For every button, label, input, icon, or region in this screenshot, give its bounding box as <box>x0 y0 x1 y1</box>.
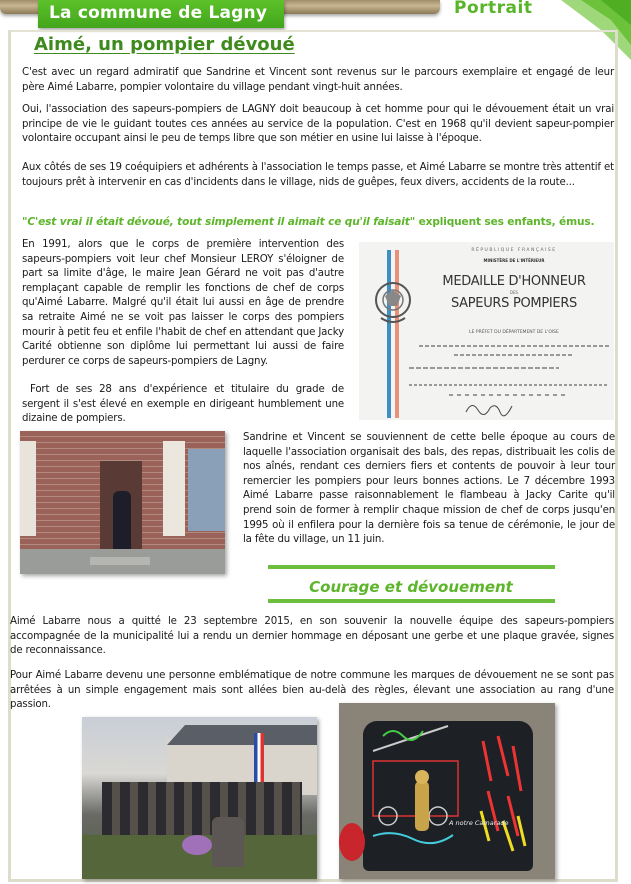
quote-suffix: expliquent ses enfants, émus. <box>415 216 595 228</box>
flowers <box>182 835 212 855</box>
subtitle-rule-bottom <box>268 599 555 603</box>
diploma-text-line <box>454 354 574 356</box>
section-subtitle: Courage et dévouement <box>309 578 513 596</box>
diploma-signature-icon <box>464 398 514 418</box>
ceremony-photo <box>82 717 317 879</box>
section-label: Portrait <box>454 0 533 18</box>
right-shutter <box>163 441 185 536</box>
header-tab <box>38 0 284 28</box>
diploma-text-line <box>419 345 609 347</box>
header-tab-label: La commune de Lagny <box>49 3 268 23</box>
diploma-blue-stripe <box>387 250 391 418</box>
article-title: Aimé, un pompier dévoué <box>34 34 295 55</box>
fire-truck-engraving-icon <box>363 721 533 871</box>
diploma-line2: DES <box>509 290 519 295</box>
left-shutter <box>20 441 36 536</box>
paragraph-7: Pour Aimé Labarre devenu une personne emblématique de notre commune les marques de dévouement ne se sont pas arrêtées à un simple engagement mais sont allées bien au-delà des règles, élevant une association au rang d'une passion. <box>10 670 614 711</box>
house-portrait-photo <box>20 431 225 574</box>
diploma-republic: RÉPUBLIQUE FRANÇAISE <box>471 248 557 253</box>
firefighter-emblem-icon <box>371 278 415 326</box>
crowd <box>102 782 302 837</box>
paragraph-3: En 1991, alors que le corps de première intervention des sapeurs-pompiers voit leur chef Monsieur LEROY s'éloigner de part sa limite d'âge, le maire Jean Gérard ne voit pas d'autre remplaçant capable de remplir les fonctions de chef de corps qu'Aimé Labarre. Malgré qu'il était lui aussi en âge de prendre sa retraite Aimé ne se voit pas laisser le corps des pompiers mourir à petit feu et enfile l'habit de chef en attendant que Jacky Carité obtienne son diplôme lui permettant lui aussi de faire perdurer ce corps de sapeurs-pompiers de Lagny. <box>22 239 344 367</box>
diploma-ministry: MINISTÈRE DE L'INTÉRIEUR <box>483 258 545 263</box>
roof <box>167 725 317 745</box>
front-step <box>90 557 150 565</box>
paragraph-1: Oui, l'association des sapeurs-pompiers de LAGNY doit beaucoup à cet homme pour qui le dévouement était un vrai principe de vie le guidant toutes ces années au service de la population. C'est en 1968 qu'il devient sapeur-pompier volontaire occupant ainsi le peu de temps libre que son métier en usine lui laisse à l'époque. <box>22 104 614 145</box>
window <box>188 449 225 531</box>
subtitle-rule-top <box>268 565 555 569</box>
quote-line <box>22 215 622 230</box>
plaque-inscription: A notre Camarade <box>449 819 509 827</box>
memorial-plaque-photo <box>339 703 555 879</box>
paragraph-2: Aux côtés de ses 19 coéquipiers et adhérents à l'association le temps passe, et Aimé Labarre se montre très attentif et toujours prêt à intervenir en cas d'incidents dans le village, nids de guêpes, feux divers, accidents de la route... <box>22 162 614 188</box>
diploma-text-line <box>449 394 569 396</box>
diploma-text-line <box>409 384 609 386</box>
diploma-photo <box>359 242 614 420</box>
diploma-line1: MEDAILLE D'HONNEUR <box>442 274 586 289</box>
intro-paragraph: C'est avec un regard admiratif que Sandrine et Vincent sont revenus sur le parcours exemplaire et engagé de leur père Aimé Labarre, pompier volontaire du village pendant vingt-huit années. <box>22 67 614 93</box>
paragraph-6: Aimé Labarre nous a quitté le 23 septembre 2015, en son souvenir la nouvelle équipe des sapeurs-pompiers accompagnée de la municipalité lui a rendu un dernier hommage en déposant une gerbe et une plaque gravée, signes de reconnaissance. <box>10 616 614 657</box>
paragraph-5: Sandrine et Vincent se souviennent de cette belle époque au cours de laquelle l'association organisait des bals, des repas, distribuait les colis de nos aînés, rendant ces derniers fiers et contents de pouvoir à leur tour remercier les pompiers pour leurs bonnes actions. Le 7 décembre 1993 Aimé Labarre passe raisonnablement le flambeau à Jacky Carite qu'il prend soin de former à remplir chaque mission de chef de corps jusqu'en 1995 où il enfilera pour la dernière fois sa tenue de cérémonie, le jour de la fête du village, un 11 juin. <box>243 432 615 546</box>
red-ornament <box>339 823 365 861</box>
quote-text: "C'est vrai il était dévoué, tout simplement il aimait ce qu'il faisait" <box>22 216 416 228</box>
gravestone <box>212 817 244 867</box>
diploma-text-line <box>409 367 559 369</box>
paragraph-4: Fort de ses 28 ans d'expérience et titulaire du grade de sergent il s'est élevé en exemple en dirigeant humblement une dizaine de pompiers. <box>22 384 344 425</box>
diploma-prefect: LE PRÉFET DU DÉPARTEMENT DE L'OISE <box>469 330 559 335</box>
diploma-line3: SAPEURS POMPIERS <box>450 296 578 311</box>
diploma-red-stripe <box>395 250 399 418</box>
